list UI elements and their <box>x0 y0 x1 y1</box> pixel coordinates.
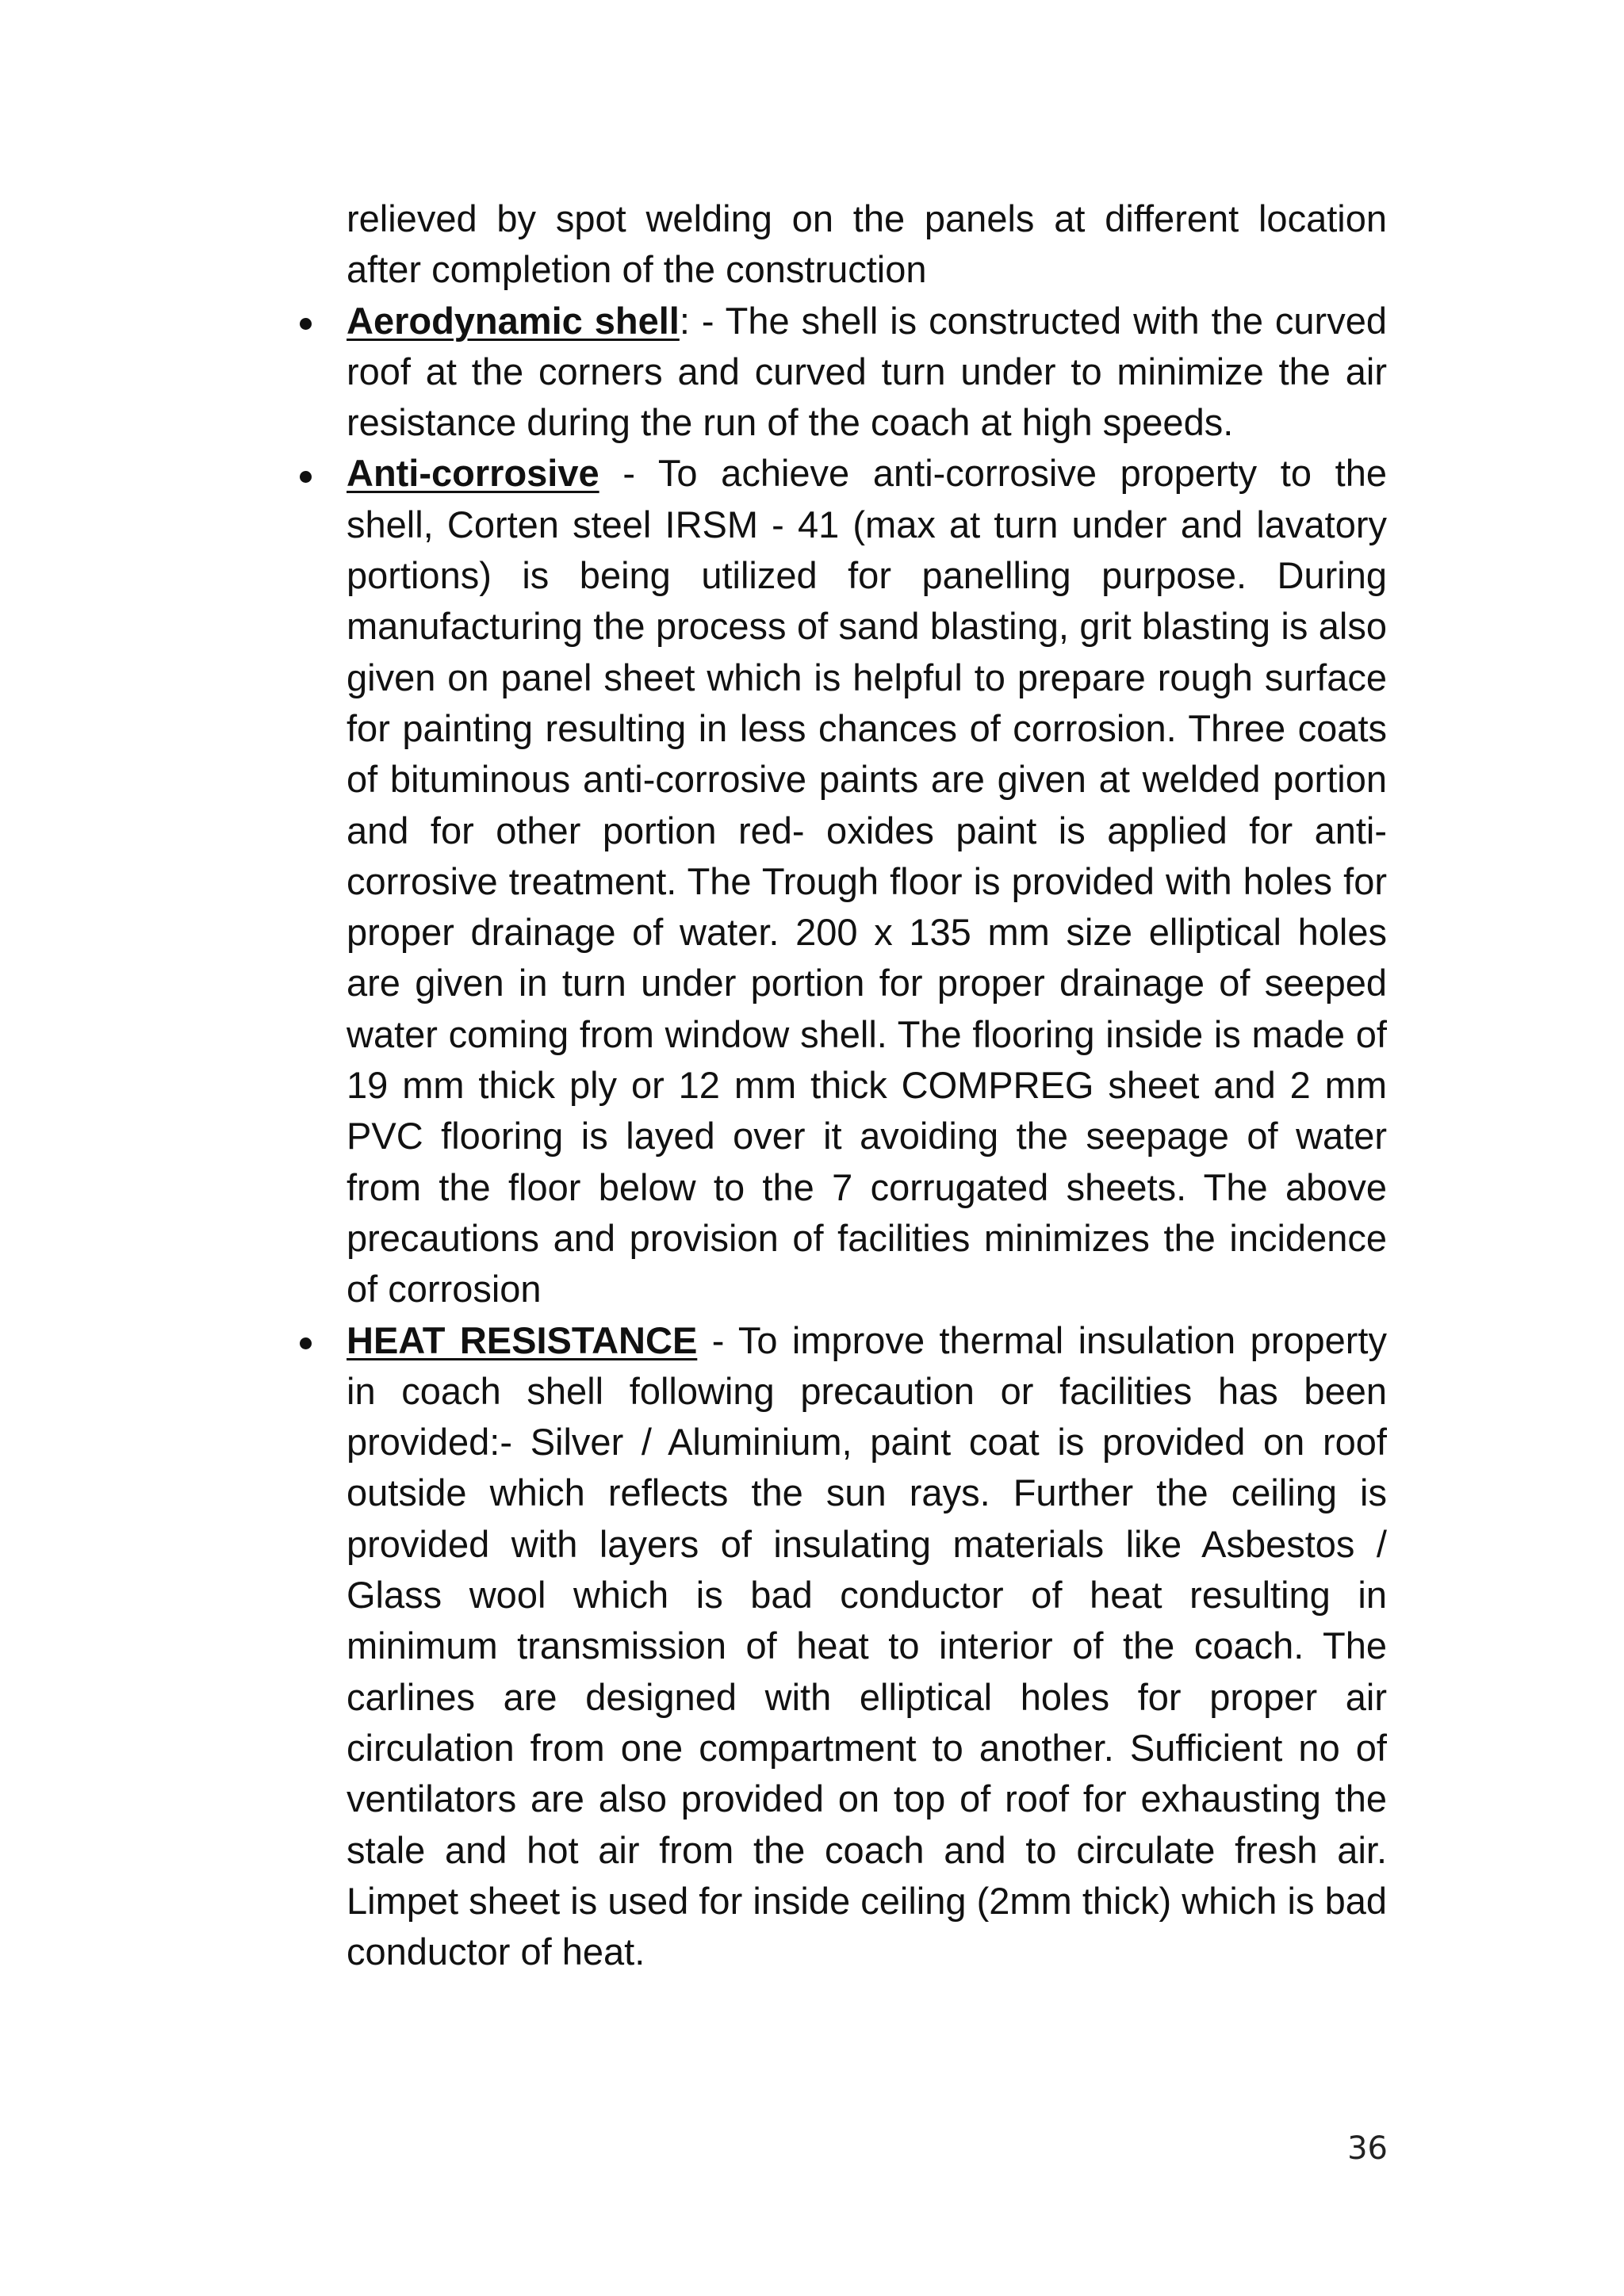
bullet-item-aerodynamic-shell <box>347 296 1387 449</box>
page-number: 36 <box>1347 2130 1388 2167</box>
bullet-icon <box>293 296 317 346</box>
bullet-separator: - <box>697 1318 738 1361</box>
bullet-heading: HEAT RESISTANCE <box>347 1318 698 1361</box>
bullet-item-anti-corrosive <box>347 448 1387 1314</box>
bullet-separator: : - <box>679 299 726 342</box>
intro-paragraph: relieved by spot welding on the panels at different location after completion of the construction <box>347 197 1387 291</box>
bullet-icon <box>293 448 317 499</box>
bullet-heading: Aerodynamic shell <box>347 299 680 342</box>
bullet-paragraph <box>347 448 1387 1314</box>
bullet-text: To achieve anti-corrosive property to the shell, Corten steel IRSM - 41 (max at turn under and lavatory portions) is being utilized for panelling purpose. During manufacturing the process of sand blasting, grit blasting is also given on panel sheet which is helpful to prepare rough surface for painting resulting in less chances of corrosion. Three coats of bituminous anti-corrosive paints are given at welded portion and for other portion red- oxides paint is applied for anti-corrosive treatment. The Trough floor is provided with holes for proper drainage of water. 200 x 135 mm size elliptical holes are given in turn under portion for proper drainage of seeped water coming from window shell. The flooring inside is made of 19 mm thick ply or 12 mm thick COMPREG sheet and 2 mm PVC flooring is layed over it avoiding the seepage of water from the floor below to the 7 corrugated sheets. The above precautions and provision of facilities minimizes the incidence of corrosion <box>347 452 1387 1311</box>
bullet-item-heat-resistance <box>347 1315 1387 1978</box>
bullet-paragraph <box>347 296 1387 449</box>
bullet-text: To improve thermal insulation property in coach shell following precaution or facilities has been provided:- Silver / Aluminium, paint coat is provided on roof outside which reflects the sun rays. Further the ceiling is provided with layers of insulating materials like Asbestos / Glass wool which is bad conductor of heat resulting in minimum transmission of heat to interior of the coach. The carlines are designed with elliptical holes for proper air circulation from one compartment to another. Sufficient no of ventilators are also provided on top of roof for exhausting the stale and hot air from the coach and to circulate fresh air. Limpet sheet is used for inside ceiling (2mm thick) which is bad conductor of heat. <box>347 1318 1387 1973</box>
bullet-separator: - <box>599 452 658 495</box>
bullet-text: The shell is constructed with the curved roof at the corners and curved turn under to minimize the air resistance during the run of the coach at high speeds. <box>347 299 1387 444</box>
page-content <box>347 193 1387 1977</box>
bullet-paragraph <box>347 1315 1387 1978</box>
bullet-icon <box>293 1315 317 1366</box>
bullet-heading: Anti-corrosive <box>347 452 599 495</box>
